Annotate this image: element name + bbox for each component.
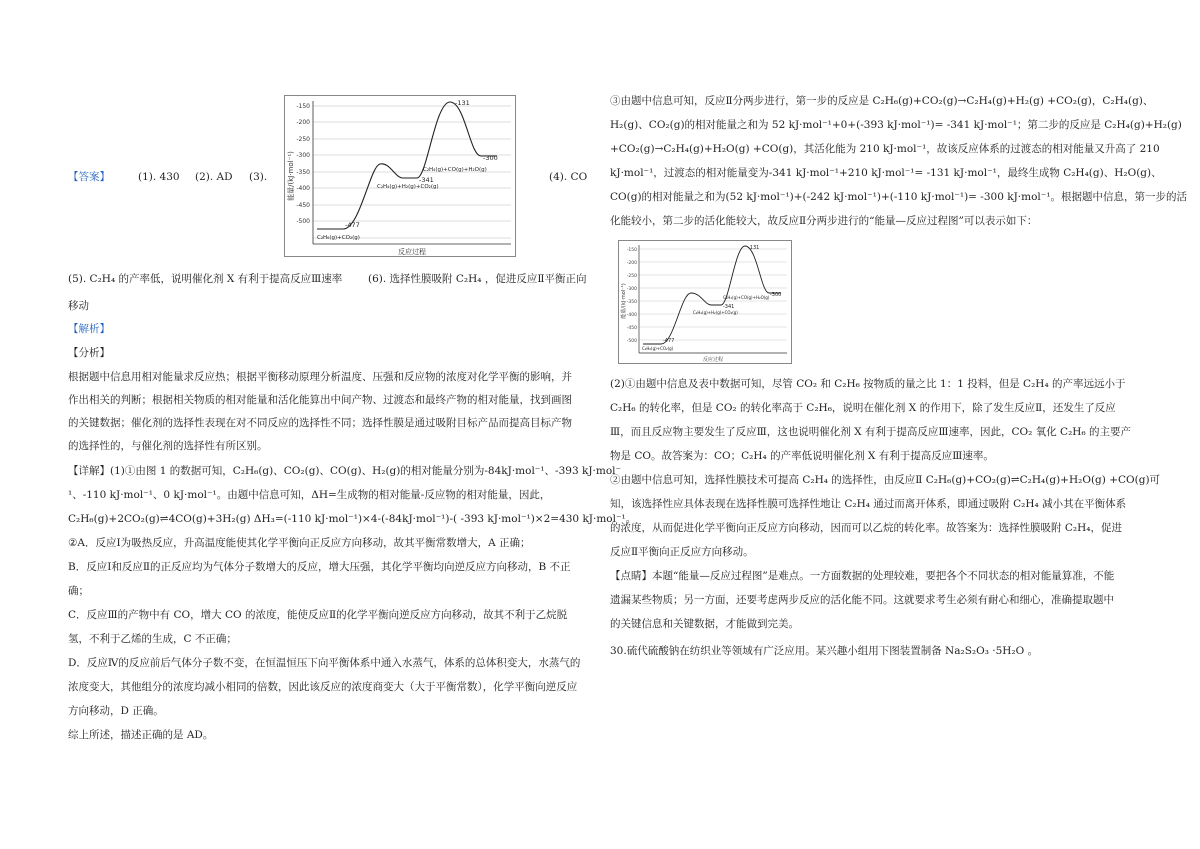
tick-label: -150 xyxy=(296,103,310,110)
answer-3: (3). xyxy=(249,171,268,183)
tick-label: -350 xyxy=(296,169,310,176)
text-line: kJ·mol⁻¹，过渡态的相对能量变为-341 kJ·mol⁻¹+210 kJ·mol⁻¹= -131 kJ·mol⁻¹，最终生成物 C₂H₄(g)、H₂O(g)、 xyxy=(610,167,1162,179)
text-line: CO(g)的相对能量之和为(52 kJ·mol⁻¹)+(-242 kJ·mol⁻¹)+(-110 kJ·mol⁻¹)= -300 kJ·mol⁻¹。根据题中信息，第一步的活 xyxy=(610,191,1188,203)
answer-1: (1). 430 xyxy=(138,171,180,183)
y-axis-label: 能量/(kJ·mol⁻¹) xyxy=(621,283,627,319)
text-line: 综上所述，描述正确的是 AD。 xyxy=(68,729,214,741)
text-line: 作出相关的判断；根据相关物质的相对能量和活化能算出中间产物、过渡态和最终产物的相对能量，找到画图 xyxy=(68,394,572,406)
value-label: -300 xyxy=(770,292,782,298)
x-axis-label: 反应过程 xyxy=(702,357,724,363)
text-line: 知，该选择性应具体表现在选择性膜可选择性地让 C₂H₄ 通过而离开体系，即通过吸附 C₂H₄ 减小其在平衡体系 xyxy=(610,498,1127,510)
x-axis-label: 反应过程 xyxy=(398,248,426,256)
text-line: 化能较小，第二步的活化能较大，故反应Ⅱ分两步进行的“能量—反应过程图”可以表示如下： xyxy=(610,215,1038,227)
text-line: 方向移动，D 正确。 xyxy=(68,705,164,717)
text-line: ②由题中信息可知，选择性膜技术可提高 C₂H₄ 的选择性，由反应Ⅱ C₂H₆(g)+CO₂(g)⇌C₂H₄(g)+H₂O(g) +CO(g)可 xyxy=(610,474,1161,486)
answer-label: 【答案】 xyxy=(68,171,110,183)
text-line: 的关键数据；催化剂的选择性表现在对不同反应的选择性不同；选择性膜是通过吸附目标产品而提高目标产物 xyxy=(68,417,572,429)
fenxi-label: 【分析】 xyxy=(68,347,110,359)
species-label: C₂H₄(g)+H₂(g)+CO₂(g) xyxy=(693,310,738,315)
value-label: -131 xyxy=(455,99,470,107)
text-line: 遗漏某些物质；另一方面，还要考虑两步反应的活化能不同。这就要求考生必须有耐心和细心，准确提取题中 xyxy=(610,594,1114,606)
text-line: 氢，不利于乙烯的生成，C 不正确； xyxy=(68,633,237,645)
text-line: +CO₂(g)→C₂H₄(g)+H₂O(g) +CO(g)，其活化能为 210 kJ·mol⁻¹，故该反应体系的过渡态的相对能量又升高了 210 xyxy=(610,143,1160,155)
text-line: 物是 CO。故答案为：CO；C₂H₄ 的产率低说明催化剂 X 有利于提高反应Ⅲ速率。 xyxy=(610,450,994,462)
tick-label: -300 xyxy=(296,152,310,159)
tick-label: -450 xyxy=(296,202,310,209)
text-line: ③由题中信息可知，反应Ⅱ分两步进行，第一步的反应是 C₂H₆(g)+CO₂(g)→C₂H₄(g)+H₂(g) +CO₂(g)，C₂H₄(g)、 xyxy=(610,95,1154,107)
value-label: -131 xyxy=(748,245,760,251)
species-label: C₂H₄(g)+H₂(g)+CO₂(g) xyxy=(377,184,439,190)
text-line: (2)①由题中信息及表中数据可知，尽管 CO₂ 和 C₂H₆ 按物质的量之比 1：1 投料，但是 C₂H₄ 的产率远远小于 xyxy=(610,378,1126,390)
text-line: Ⅲ，而且反应物主要发生了反应Ⅲ，这也说明催化剂 X 有利于提高反应Ⅲ速率，因此，CO₂ 氧化 C₂H₆ 的主要产 xyxy=(610,426,1131,438)
tick-label: -400 xyxy=(626,313,637,318)
text-line: 30.硫代硫酸钠在纺织业等领域有广泛应用。某兴趣小组用下图装置制备 Na₂S₂O₃ ·5H₂O 。 xyxy=(610,645,1039,657)
analysis-label: 【解析】 xyxy=(68,323,110,335)
text-line: 【点睛】本题“能量—反应过程图”是难点。一方面数据的处理较难，要把各个不同状态的相对能量算准，不能 xyxy=(610,570,1115,582)
text-line: H₂(g)、CO₂(g)的相对能量之和为 52 kJ·mol⁻¹+0+(-393 kJ·mol⁻¹)= -341 kJ·mol⁻¹；第二步的反应是 C₂H₄(g)+H₂(g) xyxy=(610,119,1182,131)
tick-label: -450 xyxy=(626,326,637,331)
text-line: 【详解】(1)①由图 1 的数据可知，C₂H₆(g)、CO₂(g)、CO(g)、H₂(g)的相对能量分别为-84kJ·mol⁻¹、-393 kJ·mol⁻ xyxy=(68,465,622,477)
species-label: C₂H₄(g)+CO(g)+H₂O(g) xyxy=(723,295,770,300)
text-line: ¹、-110 kJ·mol⁻¹、0 kJ·mol⁻¹。由题中信息可知，ΔH=生成物的相对能量-反应物的相对能量，因此， xyxy=(68,489,551,501)
text-line: 的选择性的，与催化剂的选择性有所区别。 xyxy=(68,440,268,452)
text-line: D．反应Ⅳ的反应前后气体分子数不变，在恒温恒压下向平衡体系中通入水蒸气，体系的总体积变大，水蒸气的 xyxy=(68,657,581,669)
energy-diagram-small xyxy=(618,240,792,364)
answer-5: (5). C₂H₄ 的产率低，说明催化剂 X 有利于提高反应Ⅲ速率 xyxy=(68,273,343,285)
species-label: C₂H₄(g)+CO(g)+H₂O(g) xyxy=(423,167,487,173)
text-line: C₂H₆ 的转化率，但是 CO₂ 的转化率高于 C₂H₆，说明在催化剂 X 的作用下，除了发生反应Ⅱ，还发生了反应 xyxy=(610,402,1116,414)
answer-2: (2). AD xyxy=(195,171,233,183)
value-label: -477 xyxy=(663,338,675,344)
species-label: C₂H₆(g)+CO₂(g) xyxy=(642,346,674,351)
tick-label: -250 xyxy=(296,136,310,143)
y-axis-label: 能量/(kJ·mol⁻¹) xyxy=(287,151,295,201)
tick-label: -250 xyxy=(626,274,637,279)
text-line: 确； xyxy=(68,585,89,597)
tick-label: -400 xyxy=(296,185,310,192)
text-line: B．反应Ⅰ和反应Ⅱ的正反应均为气体分子数增大的反应，增大压强，其化学平衡均向逆反应方向移动，B 不正 xyxy=(68,561,571,573)
tick-label: -150 xyxy=(626,248,637,253)
energy-diagram-large xyxy=(284,95,516,257)
value-label: -341 xyxy=(723,304,735,310)
text-line: ②A．反应Ⅰ为吸热反应，升高温度能使其化学平衡向正反应方向移动，故其平衡常数增大，A 正确； xyxy=(68,537,531,549)
tick-label: -200 xyxy=(296,119,310,126)
text-line: C₂H₆(g)+2CO₂(g)⇌4CO(g)+3H₂(g) ΔH₃=(-110 kJ·mol⁻¹)×4-(-84kJ·mol⁻¹)-( -393 kJ·mol⁻¹)×2=430 kJ·mol⁻¹。 xyxy=(68,513,637,525)
text-line: C．反应Ⅲ的产物中有 CO，增大 CO 的浓度，能使反应Ⅱ的化学平衡向逆反应方向移动，故其不利于乙烷脱 xyxy=(68,609,568,621)
tick-label: -500 xyxy=(626,339,637,344)
species-label: C₂H₆(g)+CO₂(g) xyxy=(317,235,360,241)
answer-6: (6). 选择性膜吸附 C₂H₄ ，促进反应Ⅱ平衡正向 xyxy=(368,273,587,285)
tick-label: -300 xyxy=(626,287,637,292)
text-line: 反应Ⅱ平衡向正反应方向移动。 xyxy=(610,546,754,558)
tick-label: -350 xyxy=(626,300,637,305)
value-label: -341 xyxy=(419,176,434,184)
text-line: 浓度变大，其他组分的浓度均减小相同的倍数，因此该反应的浓度商变大（大于平衡常数），化学平衡向逆反应 xyxy=(68,681,578,693)
value-label: -477 xyxy=(345,221,360,229)
text-line: 的关键信息和关键数据，才能做到完美。 xyxy=(610,618,799,630)
text-line: 的浓度，从而促进化学平衡向正反应方向移动，因而可以乙烷的转化率。故答案为：选择性膜吸附 C₂H₄，促进 xyxy=(610,522,1122,534)
text-line: 根据题中信息用相对能量求反应热；根据平衡移动原理分析温度、压强和反应物的浓度对化学平衡的影响，并 xyxy=(68,371,572,383)
energy-curve xyxy=(317,102,497,229)
answer-4: (4). CO xyxy=(549,171,588,183)
answer-6-cont: 移动 xyxy=(68,300,89,312)
value-label: -300 xyxy=(483,154,498,162)
tick-label: -200 xyxy=(626,261,637,266)
tick-label: -500 xyxy=(296,218,310,225)
